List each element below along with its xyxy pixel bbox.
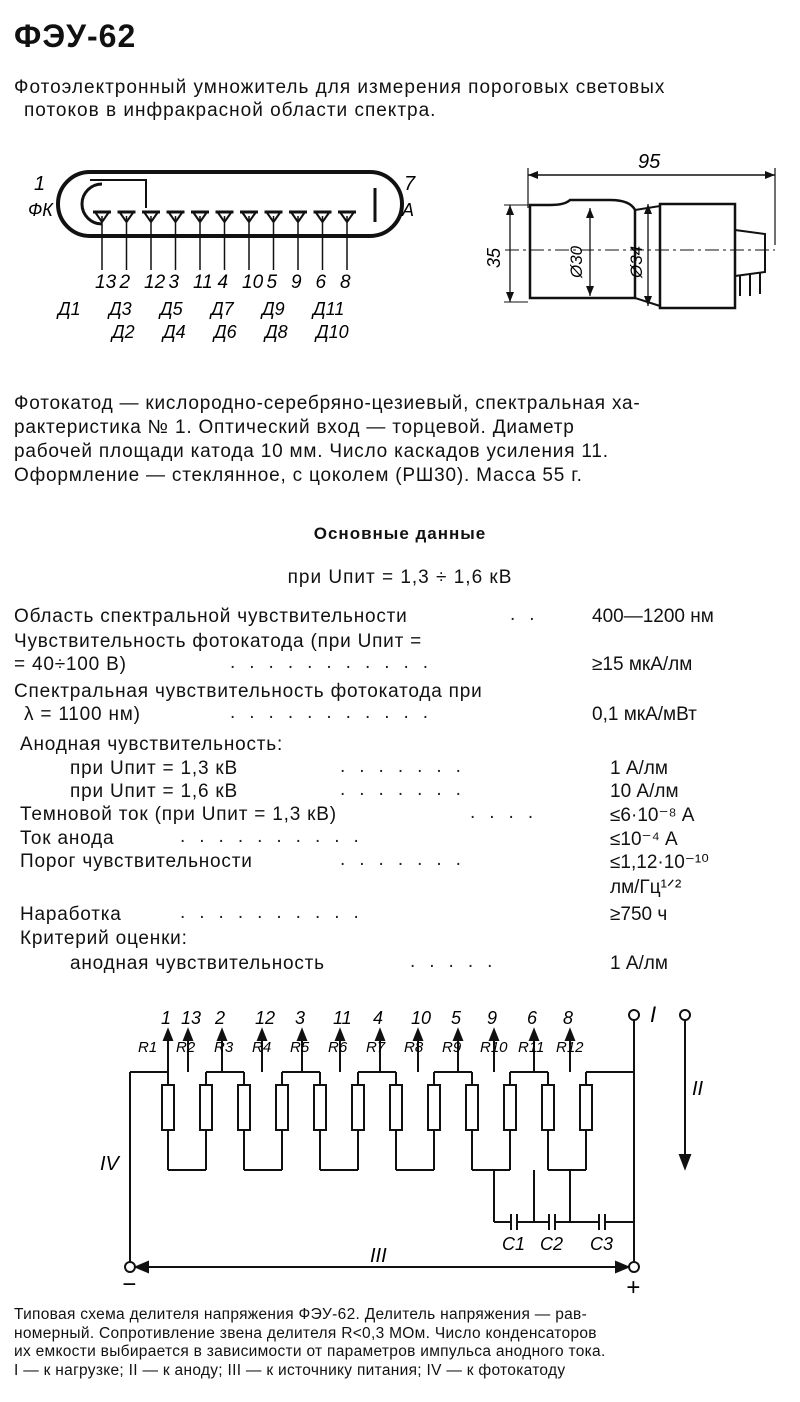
resistor-label: R10 — [480, 1039, 508, 1056]
label-anode: II — [692, 1078, 704, 1100]
description-line: рабочей площади катода 10 мм. Число каскадов усиления 11. — [14, 441, 609, 462]
dynode-label: Д1 — [58, 299, 81, 319]
spec-value: 0,1 мкА/мВт — [592, 704, 697, 725]
pin-number: 4 — [217, 272, 229, 293]
dynode-label: Д10 — [316, 322, 349, 342]
spec-value: ≤10⁻⁴ А — [610, 829, 678, 850]
spec-value: ≤6·10⁻⁸ А — [610, 805, 695, 826]
condition-line: при Uпит = 1,3 ÷ 1,6 кВ — [287, 567, 513, 588]
pin-number: 5 — [451, 1008, 462, 1028]
resistor — [466, 1085, 478, 1130]
pin-number: 9 — [291, 272, 302, 293]
height-dimension: 35 — [484, 247, 504, 268]
pin-number: 13 — [95, 272, 117, 293]
dynode-label: Д11 — [313, 299, 345, 319]
pin-number: 11 — [333, 1008, 352, 1028]
anode-terminal — [629, 1010, 639, 1020]
cathode-label: ФК — [28, 200, 53, 220]
intro-line: потоков в инфракрасной области спектра. — [24, 100, 437, 121]
anode-pin-label: 7 — [404, 173, 416, 195]
diameter-34: Ø34 — [627, 245, 646, 278]
description — [14, 392, 786, 488]
dynode-label: Д6 — [214, 322, 237, 342]
resistor — [276, 1085, 288, 1130]
description-line: Оформление — стеклянное, с цоколем (РШ30). Масса 55 г. — [14, 465, 583, 486]
diameter-30: Ø30 — [567, 245, 586, 278]
pin-number: 12 — [144, 272, 166, 293]
dynode-group — [93, 212, 356, 270]
pin-number: 6 — [315, 272, 327, 293]
spec-label: λ = 1100 нм) — [24, 704, 141, 725]
page-title: ФЭУ-62 — [14, 18, 137, 54]
pin-number: 10 — [411, 1008, 432, 1028]
capacitor-label: C1 — [502, 1234, 526, 1254]
dynode-label: Д8 — [265, 322, 288, 342]
resistor-label: R7 — [366, 1039, 386, 1056]
dynode-label: Д3 — [109, 299, 132, 319]
resistor-label: R4 — [252, 1039, 272, 1056]
spec-label: Анодная чувствительность: — [20, 734, 284, 755]
caption-line: номерный. Сопротивление звена делителя R<0,3 МОм. Число конденсаторов — [14, 1324, 597, 1342]
spec-label: при Uпит = 1,3 кВ — [70, 758, 239, 779]
resistor — [428, 1085, 440, 1130]
resistor-label: R9 — [442, 1039, 462, 1056]
spec-value: ≥750 ч — [610, 904, 668, 925]
minus-terminal: − — [122, 1271, 137, 1298]
divider-circuit — [100, 1000, 720, 1300]
dynode-label: Д7 — [211, 299, 234, 319]
anode-label: А — [402, 200, 415, 220]
spec-label: Темновой ток (при Uпит = 1,3 кВ) — [20, 804, 337, 825]
label-supply: III — [370, 1245, 387, 1267]
caption-line: их емкости выбирается в зависимости от параметров импульса анодного тока. — [14, 1343, 606, 1360]
spec-value: 10 А/лм — [610, 781, 679, 802]
caption-line: I — к нагрузке; II — к аноду; III — к источнику питания; IV — к фотокатоду — [14, 1361, 566, 1379]
resistor — [352, 1085, 364, 1130]
resistor-label: R1 — [138, 1039, 158, 1056]
resistor — [390, 1085, 402, 1130]
resistor-label: R3 — [214, 1039, 234, 1056]
resistor-label: R2 — [176, 1039, 196, 1056]
cathode-pin-label: 1 — [34, 173, 46, 195]
spec-value: ≥15 мкА/лм — [592, 654, 693, 675]
pin-number: 8 — [340, 272, 351, 293]
pin-number: 3 — [295, 1008, 306, 1028]
dimension-drawing — [470, 150, 790, 315]
spec-value: 1 А/лм — [610, 953, 668, 974]
spec-unit: лм/Гц¹ᐟ² — [610, 877, 682, 898]
capacitor-label: C3 — [590, 1234, 614, 1254]
tube-base — [660, 204, 735, 308]
caption-line: Типовая схема делителя напряжения ФЭУ-62. Делитель напряжения — рав- — [14, 1306, 588, 1323]
pin-number: 2 — [119, 272, 131, 293]
spec-label: при Uпит = 1,6 кВ — [70, 781, 239, 802]
pin-number: 1 — [161, 1008, 172, 1028]
pin-number: 6 — [527, 1008, 538, 1028]
pin-number: 11 — [193, 272, 213, 293]
resistor-label: R6 — [328, 1039, 348, 1056]
spec-label: Спектральная чувствительность фотокатода при — [14, 681, 483, 702]
spec-value: 1 А/лм — [610, 758, 668, 779]
capacitor-label: C2 — [540, 1234, 564, 1254]
dynode-label: Д2 — [112, 322, 135, 342]
description-line: Фотокатод — кислородно-серебряно-цезиевый, спектральная ха- — [14, 393, 641, 414]
spec-label: Наработка — [20, 904, 122, 925]
spec-label: = 40÷100 В) — [14, 654, 127, 675]
resistor — [162, 1085, 174, 1130]
length-dimension: 95 — [638, 151, 661, 173]
resistor-label: R12 — [556, 1039, 584, 1056]
description-line: рактеристика № 1. Оптический вход — торцевой. Диаметр — [14, 417, 575, 438]
pin-number: 3 — [168, 272, 180, 293]
resistor-label: R11 — [518, 1039, 545, 1056]
tube-envelope — [58, 172, 402, 236]
figure-caption — [14, 1306, 786, 1380]
pin-number: 10 — [242, 272, 264, 293]
spec-label: анодная чувствительность — [70, 953, 325, 974]
resistor — [200, 1085, 212, 1130]
spec-label: Критерий оценки: — [20, 928, 188, 949]
pin-labels — [95, 272, 351, 293]
spec-label: Чувствительность фотокатода (при Uпит = — [14, 631, 423, 652]
label-photocathode: IV — [100, 1153, 119, 1175]
resistor — [542, 1085, 554, 1130]
resistor — [314, 1085, 326, 1130]
dynode-label: Д4 — [163, 322, 186, 342]
anode-ref-node — [680, 1010, 690, 1020]
pin-number: 2 — [215, 1008, 226, 1028]
pin-number: 9 — [487, 1008, 498, 1028]
pin-number: 8 — [563, 1008, 574, 1028]
spec-value: ≤1,12·10⁻¹⁰ — [610, 852, 709, 873]
label-load: I — [650, 1002, 657, 1027]
resistor — [580, 1085, 592, 1130]
tube-schematic — [20, 150, 440, 350]
resistor-label: R8 — [404, 1039, 424, 1056]
spec-label: Порог чувствительности — [20, 851, 253, 872]
resistor — [238, 1085, 250, 1130]
pin-number: 5 — [266, 272, 278, 293]
pin-number: 4 — [373, 1008, 384, 1028]
dynode-labels — [56, 299, 349, 342]
spec-value: 400—1200 нм — [592, 606, 714, 627]
spec-label: Ток анода — [20, 828, 115, 849]
section-heading: Основные данные — [313, 524, 487, 543]
resistor — [504, 1085, 516, 1130]
intro-line: Фотоэлектронный умножитель для измерения пороговых световых — [14, 77, 666, 98]
resistor-label: R5 — [290, 1039, 310, 1056]
pin-number: 13 — [181, 1008, 202, 1028]
spec-label: Область спектральной чувствительности — [14, 606, 408, 627]
dynode-label: Д5 — [160, 299, 183, 319]
intro-text — [14, 76, 786, 122]
dynode-label: Д9 — [262, 299, 285, 319]
pin-number: 12 — [255, 1008, 276, 1028]
plus-terminal: + — [626, 1274, 641, 1300]
